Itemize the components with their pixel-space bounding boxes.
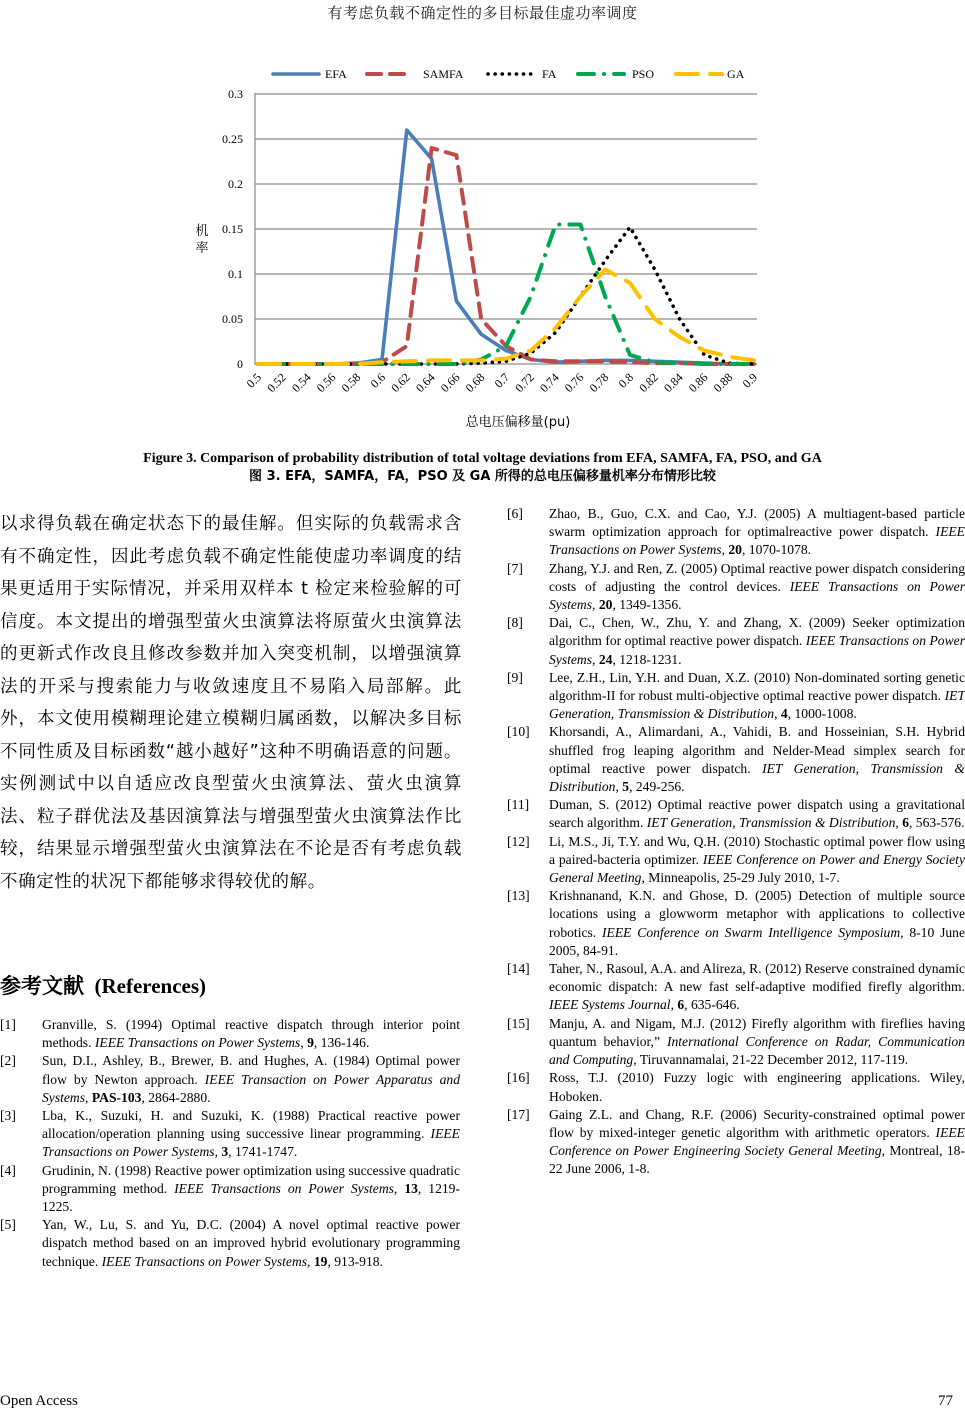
reference-item — [507, 1106, 965, 1179]
reference-pages: , 249-256. — [629, 779, 685, 795]
references-heading-en: (References) — [94, 974, 207, 998]
reference-pages: , 913-918. — [327, 1253, 383, 1269]
reference-journal: IEEE Conference on Power Engineering Society General Meeting — [549, 1124, 965, 1159]
reference-item — [0, 1107, 460, 1162]
y-axis-ticks — [222, 87, 243, 371]
reference-item — [0, 1016, 460, 1052]
y-tick-label: 0.25 — [222, 132, 243, 146]
reference-pages: , 136-146. — [313, 1035, 370, 1051]
page-number: 77 — [938, 1393, 953, 1409]
y-tick-label: 0.2 — [228, 177, 243, 191]
legend-label-efa: EFA — [325, 67, 347, 81]
reference-journal: IEEE Conference on Swarm Intelligence Symposium — [602, 924, 901, 940]
figure-caption-en: Figure 3. Comparison of probability distribution of total voltage deviations from EFA, SAMFA, FA, PSO, and GA — [143, 451, 822, 466]
reference-separator: , Minneapolis, 25-29 July 2010, 1-7. — [641, 870, 840, 886]
reference-separator: , — [615, 779, 623, 795]
reference-journal: IEEE Transactions on Power Systems — [42, 1126, 460, 1160]
reference-pages: , 1070-1078. — [741, 542, 812, 558]
x-tick-label: 0.7 — [491, 370, 513, 391]
reference-item — [507, 1015, 965, 1070]
reference-pages: , 563-576. — [908, 815, 965, 831]
reference-item — [507, 723, 965, 796]
reference-number: [8] — [507, 615, 523, 631]
reference-volume: 13 — [404, 1180, 418, 1196]
legend-label-samfa: SAMFA — [423, 67, 464, 81]
reference-pages: , 635-646. — [684, 997, 740, 1013]
legend-label-pso: PSO — [632, 67, 655, 81]
reference-number: [6] — [507, 506, 523, 521]
left-column — [0, 508, 462, 898]
reference-pages: , 1741-1747. — [228, 1144, 298, 1160]
reference-number: [1] — [0, 1017, 16, 1032]
reference-item — [0, 1216, 460, 1271]
reference-item — [0, 1052, 460, 1107]
reference-authors-title: Manju, A. and Nigam, M.J. (2012) Firefly algorithm with fireflies having quantum behavior,” — [549, 1015, 965, 1049]
reference-separator: , — [721, 542, 729, 558]
reference-list-left — [0, 1016, 460, 1271]
reference-volume: 6 — [677, 997, 685, 1013]
x-axis-title: 总电压偏移量(pu) — [465, 415, 571, 430]
reference-journal: IEEE Transaction on Power Apparatus and Systems — [42, 1071, 460, 1105]
reference-number: [14] — [507, 961, 530, 977]
reference-separator: , Tiruvannamalai, 21-22 December 2012, 117-119. — [633, 1052, 909, 1068]
reference-number: [9] — [507, 669, 523, 685]
reference-separator: , — [670, 997, 678, 1013]
reference-authors-title: Yan, W., Lu, S. and Yu, D.C. (2004) A novel optimal reactive power dispatch method based on an improved hybrid evolutionary programming technique. — [42, 1217, 460, 1269]
y-axis-title-char-1: 机 — [195, 224, 209, 239]
reference-volume: 20 — [598, 597, 613, 613]
reference-separator: , 8-10 June 2005, 84-91. — [549, 924, 965, 958]
y-tick-label: 0 — [237, 357, 243, 371]
reference-journal: IEEE Conference on Power and Energy Society General Meeting — [549, 851, 965, 886]
reference-separator: , — [300, 1035, 308, 1051]
y-tick-label: 0.1 — [228, 267, 243, 281]
reference-item — [507, 505, 965, 560]
chart-gridlines — [255, 94, 757, 364]
reference-separator: , Montreal, 18-22 June 2006, 1-8. — [549, 1143, 965, 1177]
reference-separator: , — [592, 597, 599, 613]
reference-authors-title: Khorsandi, A., Alimardani, A., Vahidi, B. and Hosseinian, S.H. Hybrid shuffled frog leaping algorithm and Nelder-Mead simplex search for optimal reactive power dispatch. — [549, 724, 965, 776]
reference-journal: IEEE Transactions on Power Systems — [549, 633, 965, 667]
x-tick-label: 0.76 — [561, 370, 587, 395]
series-line-samfa — [258, 148, 754, 364]
footer-open-access: Open Access — [0, 1393, 78, 1409]
x-tick-label: 0.56 — [313, 370, 339, 395]
reference-volume: 20 — [728, 542, 742, 558]
reference-volume: 4 — [780, 706, 788, 722]
reference-number: [7] — [507, 560, 523, 576]
legend-label-ga: GA — [727, 67, 745, 81]
figure-caption — [0, 450, 965, 486]
references-heading — [0, 970, 206, 1000]
reference-item — [0, 1162, 460, 1217]
reference-authors-title: Li, M.S., Ji, T.Y. and Wu, Q.H. (2010) Stochastic optimal power flow using a paired-bacteria optimizer. — [549, 833, 965, 867]
probability-distribution-chart — [0, 55, 965, 435]
reference-separator: , — [307, 1253, 314, 1269]
reference-item — [507, 614, 965, 669]
reference-authors-title: Ross, T.J. (2010) Fuzzy logic with engineering applications. Wiley, Hoboken. — [549, 1070, 965, 1104]
reference-authors-title: Duman, S. (2012) Optimal reactive power dispatch using a gravitational search algorithm. — [549, 797, 965, 831]
series-line-pso — [258, 225, 754, 365]
references-heading-cn: 参考文献 — [0, 974, 84, 998]
reference-pages: , 1219-1225. — [42, 1180, 461, 1215]
x-tick-label: 0.66 — [437, 370, 463, 395]
reference-journal: IET Generation, Transmission & Distribution — [549, 688, 965, 722]
reference-pages: , 1218-1231. — [612, 651, 682, 667]
reference-pages: , 1349-1356. — [612, 597, 682, 613]
reference-volume: PAS-103 — [91, 1089, 142, 1105]
reference-authors-title: Sun, D.I., Ashley, B., Brewer, B. and Hughes, A. (1984) Optimal power flow by Newton approach. — [42, 1053, 460, 1087]
reference-separator: , — [592, 651, 599, 667]
y-tick-label: 0.3 — [228, 87, 243, 101]
series-line-efa — [258, 130, 754, 364]
x-tick-label: 0.54 — [288, 370, 314, 395]
figure-caption-cn: 图 3. EFA，SAMFA，FA，PSO 及 GA 所得的总电压偏移量机率分布情形比较 — [249, 469, 716, 484]
chart-legend — [273, 67, 745, 81]
y-tick-label: 0.15 — [222, 222, 243, 236]
reference-item — [507, 560, 965, 615]
reference-separator: , — [895, 815, 903, 831]
reference-item — [507, 669, 965, 724]
reference-authors-title: Gaing Z.L. and Chang, R.F. (2006) Security-constrained optimal power flow by mixed-integer genetic algorithm with arithmetic operators. — [549, 1106, 965, 1140]
chart-series — [258, 130, 754, 364]
reference-pages: , 2864-2880. — [141, 1089, 211, 1105]
reference-authors-title: Krishnanand, K.N. and Ghose, D. (2005) Detection of multiple source locations using a glowworm metaphor with applications to collective robotics. — [549, 888, 965, 940]
reference-number: [10] — [507, 724, 530, 740]
reference-authors-title: Lee, Z.H., Lin, Y.H. and Duan, X.Z. (2010) Non-dominated sorting genetic algorithm-II for robust multi-objective optimal reactive power dispatch. — [549, 669, 965, 704]
running-title: 有考虑负载不确定性的多目标最佳虚功率调度 — [327, 4, 638, 22]
reference-number: [15] — [507, 1015, 530, 1031]
reference-volume: 3 — [221, 1144, 229, 1160]
body-paragraph: 以求得负载在确定状态下的最佳解。但实际的负载需求含有不确定性，因此考虑负载不确定性能使虚功率调度的结果更适用于实际情况，并采用双样本 t 检定来检验解的可信度。本文提出的增强型萤火虫演算法将原萤火虫演算法的更新式作改良且修改参数并加入突变机制，以增强演算法的开采与搜索能力与收敛速度且不易陷入局部解。此外，本文使用模糊理论建立模糊归属函数，以解决多目标不同性质及目标函数“越小越好”这种不明确语意的问题。实例测试中以自适应改良型萤火虫演算法、萤火虫演算法、粒子群优法及基因演算法与增强型萤火虫演算法作比较，结果显示增强型萤火虫演算法在不论是否有考虑负载不确定性的状况下都能够求得较优的解。 — [0, 514, 462, 892]
reference-list-right — [507, 505, 965, 1179]
x-tick-label: 0.86 — [685, 370, 711, 395]
reference-journal: IEEE Transactions on Power Systems — [94, 1035, 301, 1051]
reference-item — [507, 1069, 965, 1105]
x-tick-label: 0.6 — [367, 370, 389, 391]
reference-journal: International Conference on Radar, Communication and Computing — [549, 1033, 965, 1068]
x-axis-ticks — [244, 370, 761, 395]
reference-journal: IET Generation, Transmission & Distribution — [646, 815, 896, 831]
reference-volume: 5 — [622, 779, 630, 795]
reference-journal: IEEE Transactions on Power Systems — [549, 524, 965, 558]
reference-separator: , — [85, 1089, 92, 1105]
reference-number: [17] — [507, 1106, 530, 1122]
x-tick-label: 0.84 — [660, 370, 686, 395]
x-tick-label: 0.82 — [636, 370, 661, 395]
reference-authors-title: Zhang, Y.J. and Ren, Z. (2005) Optimal reactive power dispatch considering costs of adjusting the control devices. — [549, 560, 965, 594]
x-tick-label: 0.88 — [710, 370, 736, 395]
reference-authors-title: Dai, C., Chen, W., Zhu, Y. and Zhang, X. (2009) Seeker optimization algorithm for optimal reactive power dispatch. — [549, 615, 965, 649]
reference-volume: 6 — [902, 815, 909, 831]
reference-separator: , — [214, 1144, 222, 1160]
x-tick-label: 0.72 — [512, 370, 537, 395]
x-tick-label: 0.62 — [388, 370, 413, 395]
reference-number: [13] — [507, 888, 530, 904]
reference-number: [11] — [507, 797, 530, 813]
reference-journal: IEEE Systems Journal — [549, 997, 671, 1013]
reference-number: [4] — [0, 1162, 16, 1178]
reference-journal: IET Generation, Transmission & Distribution — [549, 760, 965, 795]
reference-volume: 19 — [313, 1253, 328, 1269]
reference-journal: IEEE Transactions on Power Systems — [549, 578, 965, 613]
reference-authors-title: Zhao, B., Guo, C.X. and Cao, Y.J. (2005) A multiagent-based particle swarm optimization approach for optimalreactive power dispatch. — [549, 506, 965, 540]
reference-authors-title: Taher, N., Rasoul, A.A. and Alireza, R. (2012) Reserve constrained dynamic economic dispatch: A new fast self-adaptive modified firefly algorithm. — [549, 961, 965, 995]
reference-pages: , 1000-1008. — [787, 706, 857, 722]
reference-number: [12] — [507, 833, 530, 849]
x-tick-label: 0.68 — [462, 370, 488, 395]
reference-journal: IEEE Transactions on Power Systems — [174, 1180, 394, 1196]
x-tick-label: 0.78 — [586, 370, 612, 395]
reference-item — [507, 833, 965, 888]
reference-volume: 24 — [598, 651, 613, 667]
reference-journal: IEEE Transactions on Power Systems — [101, 1253, 308, 1269]
legend-label-fa: FA — [542, 67, 557, 81]
reference-authors-title: Lba, K., Suzuki, H. and Suzuki, K. (1988) Practical reactive power allocation/operation planning using successive linear programming. — [42, 1108, 460, 1142]
x-tick-label: 0.74 — [536, 370, 562, 395]
x-tick-label: 0.52 — [264, 370, 289, 395]
reference-number: [3] — [0, 1108, 16, 1124]
x-tick-label: 0.5 — [243, 370, 265, 391]
reference-item — [507, 887, 965, 960]
reference-volume: 9 — [307, 1035, 314, 1051]
x-tick-label: 0.58 — [338, 370, 364, 395]
reference-authors-title: Granville, S. (1994) Optimal reactive dispatch through interior point methods. — [42, 1017, 460, 1051]
reference-number: [16] — [507, 1070, 530, 1086]
reference-item — [507, 960, 965, 1015]
reference-number: [5] — [0, 1217, 16, 1233]
y-axis-title-char-2: 率 — [195, 241, 209, 256]
reference-authors-title: Grudinin, N. (1998) Reactive power optimization using successive quadratic programming method. — [42, 1162, 460, 1196]
reference-separator: , — [774, 706, 781, 722]
reference-number: [2] — [0, 1053, 16, 1069]
x-tick-label: 0.8 — [615, 370, 637, 391]
x-tick-label: 0.9 — [739, 370, 761, 391]
reference-separator: , — [393, 1180, 405, 1196]
x-tick-label: 0.64 — [412, 370, 438, 395]
reference-item — [507, 796, 965, 832]
y-tick-label: 0.05 — [222, 312, 243, 326]
